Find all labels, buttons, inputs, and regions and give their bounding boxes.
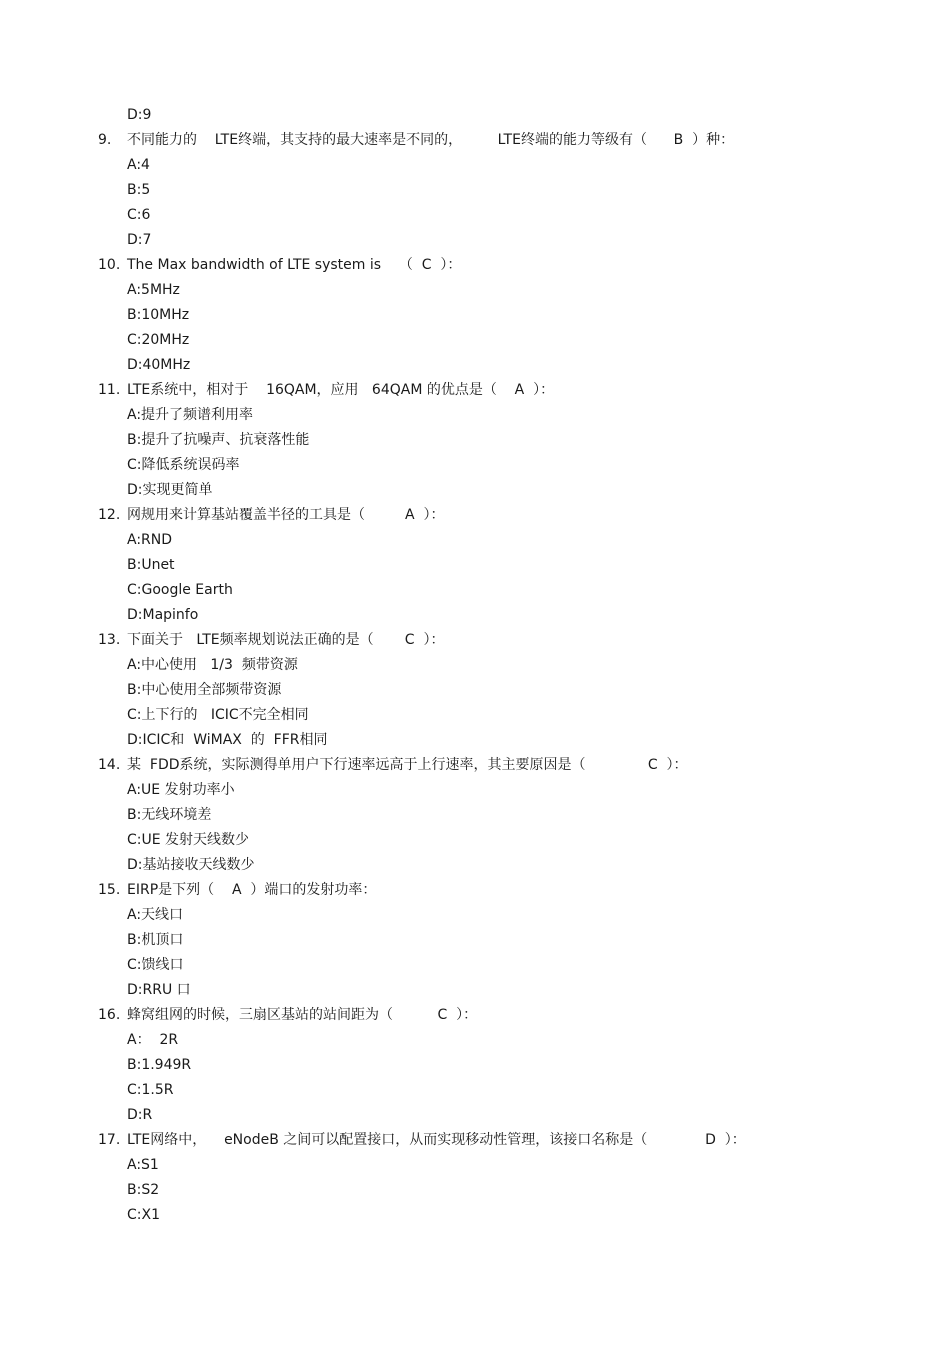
option-text: C:上下行的 ICIC不完全相同 xyxy=(127,707,309,723)
question-number: 10. xyxy=(98,257,121,273)
option-text: B:机顶口 xyxy=(127,932,184,948)
option-line xyxy=(0,1028,950,1053)
option-line xyxy=(0,178,950,203)
option-line xyxy=(0,553,950,578)
option-text: C:X1 xyxy=(127,1207,160,1223)
question-line xyxy=(0,503,950,528)
option-line xyxy=(0,828,950,853)
question-line xyxy=(0,628,950,653)
question-text: LTE网络中， eNodeB 之间可以配置接口，从而实现移动性管理，该接口名称是（ D ）： xyxy=(127,1132,746,1148)
question-line xyxy=(0,1003,950,1028)
question-line xyxy=(0,753,950,778)
option-text: D:ICIC和 WiMAX 的 FFR相同 xyxy=(127,732,328,748)
question-number: 17. xyxy=(98,1132,121,1148)
option-line xyxy=(0,928,950,953)
question-line xyxy=(0,253,950,278)
option-line xyxy=(0,1178,950,1203)
option-text: B:Unet xyxy=(127,557,175,573)
option-text: A:中心使用 1/3 频带资源 xyxy=(127,657,298,673)
option-text: A:RND xyxy=(127,532,173,548)
option-text: C:6 xyxy=(127,207,151,223)
option-line xyxy=(0,103,950,128)
question-line xyxy=(0,378,950,403)
option-text: D:基站接收天线数少 xyxy=(127,857,255,873)
question-line xyxy=(0,128,950,153)
option-text: A:提升了频谱利用率 xyxy=(127,407,254,423)
question-number: 16. xyxy=(98,1007,121,1023)
option-text: B:5 xyxy=(127,182,151,198)
option-text: D:40MHz xyxy=(127,357,191,373)
option-text: A:4 xyxy=(127,157,150,173)
option-line xyxy=(0,803,950,828)
option-line xyxy=(0,1053,950,1078)
option-line xyxy=(0,303,950,328)
option-text: C:Google Earth xyxy=(127,582,233,598)
question-number: 13. xyxy=(98,632,121,648)
question-text: 下面关于 LTE频率规划说法正确的是（ C ）： xyxy=(127,632,445,648)
option-line xyxy=(0,478,950,503)
option-line xyxy=(0,903,950,928)
option-line xyxy=(0,678,950,703)
option-line xyxy=(0,1103,950,1128)
option-text: D:实现更简单 xyxy=(127,482,213,498)
option-line xyxy=(0,403,950,428)
option-line xyxy=(0,578,950,603)
question-number: 9. xyxy=(98,132,112,148)
option-text: C:UE 发射天线数少 xyxy=(127,832,250,848)
option-line xyxy=(0,328,950,353)
question-text: LTE系统中，相对于 16QAM，应用 64QAM 的优点是（ A ）： xyxy=(127,382,555,398)
option-line xyxy=(0,203,950,228)
option-text: D:7 xyxy=(127,232,152,248)
document-page xyxy=(0,103,950,1228)
option-text: A:UE 发射功率小 xyxy=(127,782,235,798)
option-line xyxy=(0,603,950,628)
option-text: B:10MHz xyxy=(127,307,190,323)
option-line xyxy=(0,1153,950,1178)
option-text: A:天线口 xyxy=(127,907,184,923)
option-text: C:1.5R xyxy=(127,1082,174,1098)
option-line xyxy=(0,653,950,678)
option-text: A:S1 xyxy=(127,1157,159,1173)
question-text: EIRP是下列（ A ）端口的发射功率： xyxy=(127,882,377,898)
option-text: C:降低系统误码率 xyxy=(127,457,240,473)
question-text: 网规用来计算基站覆盖半径的工具是（ A ）： xyxy=(127,507,445,523)
question-list xyxy=(0,128,950,1228)
option-text: B:S2 xyxy=(127,1182,160,1198)
question-number: 15. xyxy=(98,882,121,898)
question-number: 11. xyxy=(98,382,121,398)
option-text: B:中心使用全部频带资源 xyxy=(127,682,282,698)
question-text: 蜂窝组网的时候，三扇区基站的站间距为（ C ）： xyxy=(127,1007,478,1023)
option-text: B:提升了抗噪声、抗衰落性能 xyxy=(127,432,310,448)
question-number: 12. xyxy=(98,507,121,523)
option-text: C:馈线口 xyxy=(127,957,184,973)
option-line xyxy=(0,728,950,753)
option-text: B:1.949R xyxy=(127,1057,192,1073)
option-text: D:R xyxy=(127,1107,153,1123)
option-text: B:无线环境差 xyxy=(127,807,212,823)
question-text: The Max bandwidth of LTE system is （ C ）： xyxy=(127,257,462,273)
option-line xyxy=(0,1078,950,1103)
option-line xyxy=(0,703,950,728)
option-text: D:Mapinfo xyxy=(127,607,199,623)
question-text: 不同能力的 LTE终端，其支持的最大速率是不同的， LTE终端的能力等级有（ B ）种： xyxy=(127,132,735,148)
question-text: 某 FDD系统，实际测得单用户下行速率远高于上行速率，其主要原因是（ C ）： xyxy=(127,757,688,773)
option-text: D:9 xyxy=(127,107,152,123)
option-line xyxy=(0,453,950,478)
option-line xyxy=(0,428,950,453)
option-line xyxy=(0,153,950,178)
question-number: 14. xyxy=(98,757,121,773)
option-line xyxy=(0,353,950,378)
option-text: D:RRU 口 xyxy=(127,982,191,998)
option-line xyxy=(0,1203,950,1228)
option-text: C:20MHz xyxy=(127,332,190,348)
option-line xyxy=(0,228,950,253)
option-text: A： 2R xyxy=(127,1032,179,1048)
option-line xyxy=(0,278,950,303)
option-line xyxy=(0,528,950,553)
option-line xyxy=(0,953,950,978)
option-line xyxy=(0,778,950,803)
option-text: A:5MHz xyxy=(127,282,180,298)
option-line xyxy=(0,978,950,1003)
question-line xyxy=(0,878,950,903)
question-line xyxy=(0,1128,950,1153)
option-line xyxy=(0,853,950,878)
